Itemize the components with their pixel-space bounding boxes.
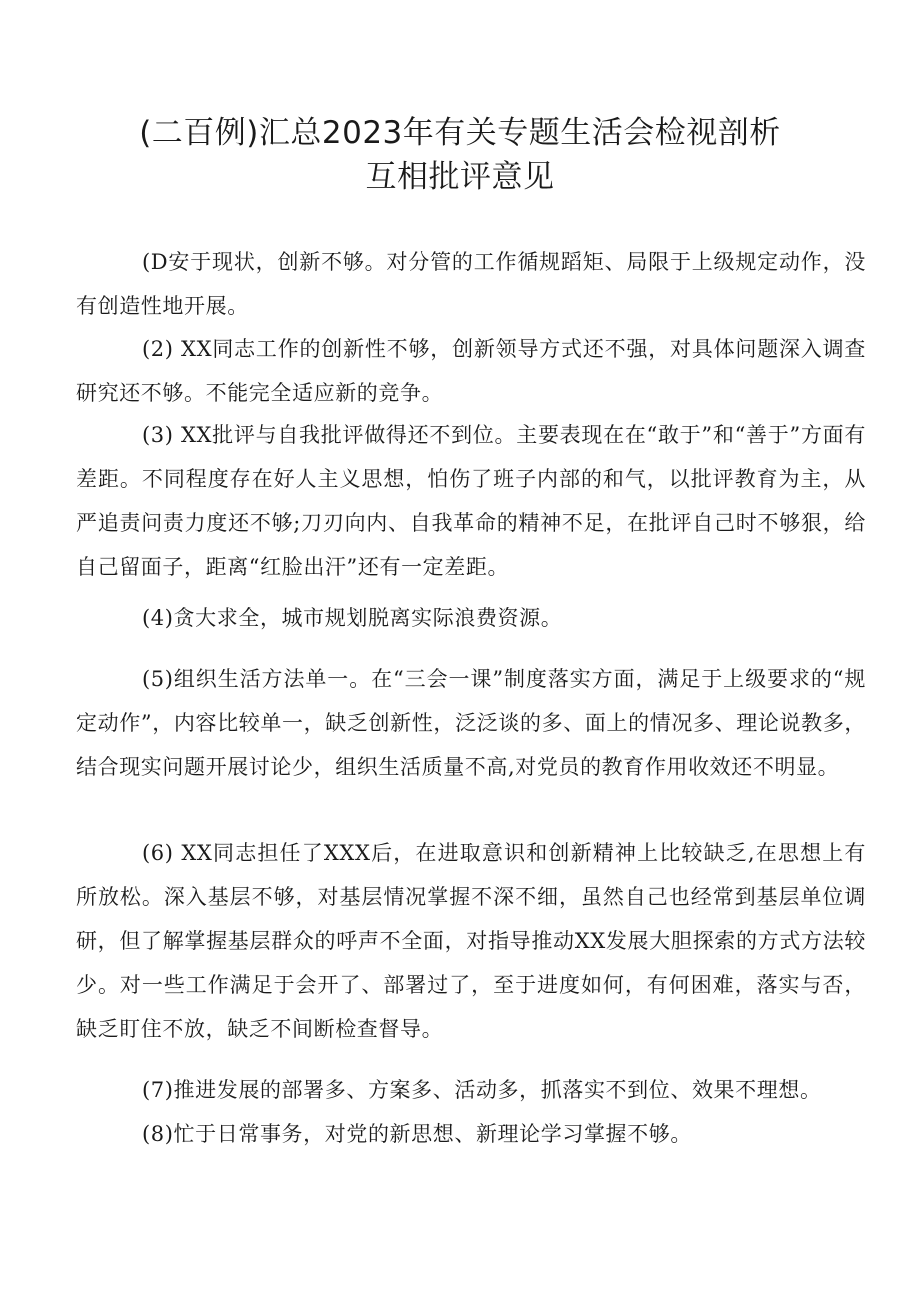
paragraph-3: (3) XX批评与自我批评做得还不到位。主要表现在在“敢于”和“善于”方面有差距。不同程度存在好人主义思想，怕伤了班子内部的和气，以批评教育为主，从严追责问责力度还不够;刀刃向内、自我革命的精神不足，在批评自己时不够狠，给自己留面子，距离“红脸出汗”还有一定差距。 <box>76 423 866 579</box>
paragraph-1: (D安于现状，创新不够。对分管的工作循规蹈矩、局限于上级规定动作，没有创造性地开展。 <box>76 250 866 318</box>
paragraph-2: (2) XX同志工作的创新性不够，创新领导方式还不强，对具体问题深入调查研究还不够。不能完全适应新的竞争。 <box>76 337 866 405</box>
paragraph-4: (4)贪大求全，城市规划脱离实际浪费资源。 <box>142 606 563 630</box>
document-title-line-1: (二百例)汇总2023年有关专题生活会检视剖析 <box>139 115 781 151</box>
document-title-line-2: 互相批评意见 <box>365 159 555 195</box>
paragraph-8: (8)忙于日常事务，对党的新思想、新理论学习掌握不够。 <box>142 1122 692 1146</box>
paragraph-5: (5)组织生活方法单一。在“三会一课”制度落实方面，满足于上级要求的“规定动作”，内容比较单一，缺乏创新性，泛泛谈的多、面上的情况多、理论说教多，结合现实问题开展讨论少，组织生活质量不高,对党员的教育作用收效还不明显。 <box>76 667 866 779</box>
paragraph-6: (6) XX同志担任了XXX后，在进取意识和创新精神上比较缺乏,在思想上有所放松。深入基层不够，对基层情况掌握不深不细，虽然自己也经常到基层单位调研，但了解掌握基层群众的呼声不全面，对指导推动XX发展大胆探索的方式方法较少。对一些工作满足于会开了、部署过了，至于进度如何，有何困难，落实与否，缺乏盯住不放，缺乏不间断检查督导。 <box>76 841 866 1041</box>
paragraph-7: (7)推进发展的部署多、方案多、活动多，抓落实不到位、效果不理想。 <box>142 1078 822 1102</box>
